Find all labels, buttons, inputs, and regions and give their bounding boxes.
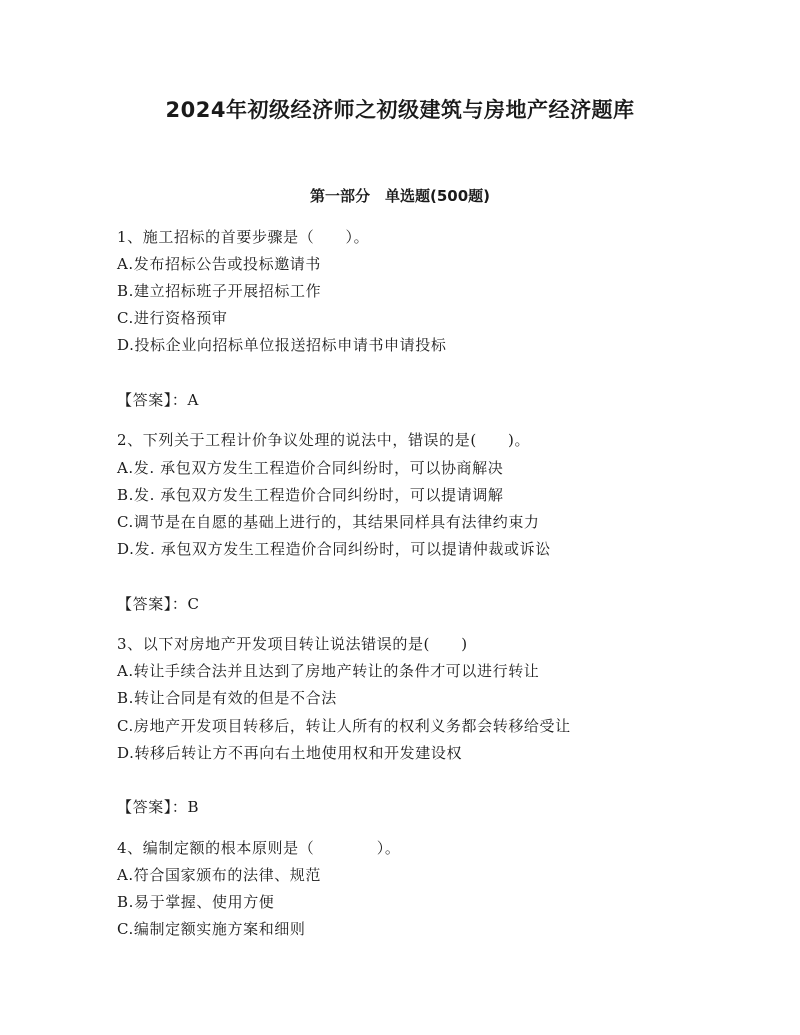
question-1-answer: 【答案】：A (117, 391, 199, 409)
question-3-answer: 【答案】：B (117, 798, 200, 816)
question-3-stem: 3、以下对房地产开发项目转让说法错误的是( ) (117, 635, 468, 653)
question-1-option-d: D.投标企业向招标单位报送招标申请书申请投标 (117, 336, 447, 354)
question-2-option-a: A.发. 承包双方发生工程造价合同纠纷时，可以协商解决 (117, 459, 504, 477)
question-1-stem: 1、施工招标的首要步骤是（ ）。 (117, 228, 370, 246)
question-2-answer: 【答案】：C (117, 595, 200, 613)
question-4-option-c: C.编制定额实施方案和细则 (117, 920, 306, 938)
document-title: 2024年初级经济师之初级建筑与房地产经济题库 (165, 98, 635, 122)
question-2-option-d: D.发. 承包双方发生工程造价合同纠纷时，可以提请仲裁或诉讼 (117, 540, 551, 558)
question-4-option-a: A.符合国家颁布的法律、规范 (117, 866, 322, 884)
question-3-option-c: C.房地产开发项目转移后，转让人所有的权利义务都会转移给受让 (117, 717, 571, 735)
question-4-stem: 4、编制定额的根本原则是（ ）。 (117, 839, 401, 857)
question-3-option-d: D.转移后转让方不再向右土地使用权和开发建设权 (117, 744, 463, 762)
question-3-option-a: A.转让手续合法并且达到了房地产转让的条件才可以进行转让 (117, 662, 540, 680)
question-1-option-c: C.进行资格预审 (117, 309, 228, 327)
question-2-stem: 2、下列关于工程计价争议处理的说法中，错误的是( )。 (117, 431, 531, 449)
question-2-option-c: C.调节是在自愿的基础上进行的，其结果同样具有法律约束力 (117, 513, 540, 531)
section-title: 第一部分 单选题(500题) (309, 187, 491, 205)
question-2-option-b: B.发. 承包双方发生工程造价合同纠纷时，可以提请调解 (117, 486, 504, 504)
question-4-option-b: B.易于掌握、使用方便 (117, 893, 275, 911)
question-1-option-b: B.建立招标班子开展招标工作 (117, 282, 322, 300)
question-3-option-b: B.转让合同是有效的但是不合法 (117, 689, 337, 707)
question-1-option-a: A.发布招标公告或投标邀请书 (117, 255, 322, 273)
